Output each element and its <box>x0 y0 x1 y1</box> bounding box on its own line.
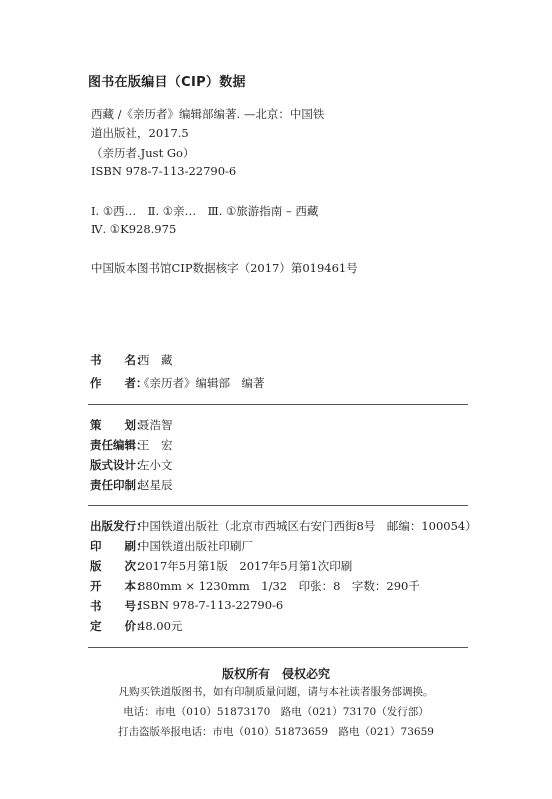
cip-line: 西藏 /《亲历者》编辑部编著. —北京：中国铁 <box>91 107 325 121</box>
price-row <box>90 618 182 634</box>
author-label: 作 者： <box>90 376 148 390</box>
author-value: 《亲历者》编辑部 编著 <box>138 376 265 390</box>
book-title-value: 西 藏 <box>138 353 173 367</box>
isbn-value: ISBN 978-7-113-22790-6 <box>138 598 284 612</box>
author-row <box>90 375 265 391</box>
editor-label: 策 划： <box>90 418 148 432</box>
price-label: 定 价： <box>90 619 148 633</box>
phone-numbers: 电话：市电（010）51873170 路电（021）73170（发行部） <box>123 706 429 718</box>
editor-label: 责任编辑： <box>90 438 148 452</box>
editor-row <box>90 457 173 473</box>
edition-value: 2017年5月第1版 2017年5月第1次印刷 <box>138 559 353 573</box>
editor-row <box>90 417 173 433</box>
cip-record-number: 中国版本图书馆CIP数据核字（2017）第019461号 <box>91 261 358 275</box>
isbn-row <box>90 598 283 614</box>
editor-value: 赵星辰 <box>138 478 173 492</box>
cip-line: 道出版社，2017.5 <box>91 126 189 140</box>
cip-line: （亲历者.Just Go） <box>91 146 195 160</box>
format-label: 开 本： <box>90 579 148 593</box>
piracy-report-phone: 打击盗版举报电话：市电（010）51873659 路电（021）73659 <box>118 726 434 738</box>
cip-classification-number: Ⅳ. ①K928.975 <box>91 222 177 236</box>
cip-classification: Ⅰ. ①西… Ⅱ. ①亲… Ⅲ. ①旅游指南 – 西藏 <box>91 204 319 218</box>
book-title-row <box>90 352 173 368</box>
cip-isbn: ISBN 978-7-113-22790-6 <box>91 164 237 178</box>
format-row <box>90 578 420 594</box>
edition-row <box>90 558 352 574</box>
format-value: 880mm × 1230mm 1/32 印张：8 字数：290千 <box>138 579 420 593</box>
isbn-label: 书 号： <box>90 599 148 613</box>
publisher-row <box>90 518 477 534</box>
copyright-notice: 版权所有 侵权必究 <box>221 667 330 681</box>
editor-row <box>90 477 173 493</box>
divider <box>88 404 468 405</box>
editor-label: 责任印制： <box>90 478 148 492</box>
quality-notice: 凡购买铁道版图书，如有印制质量问题，请与本社读者服务部调换。 <box>118 686 434 698</box>
divider <box>88 647 468 648</box>
printer-row <box>90 538 253 554</box>
book-title-label: 书 名： <box>90 353 148 367</box>
publisher-label: 出版发行： <box>90 519 148 533</box>
printer-label: 印 刷： <box>90 539 148 553</box>
editor-value: 左小文 <box>138 458 173 472</box>
editor-row <box>90 437 173 453</box>
publisher-value: 中国铁道出版社（北京市西城区右安门西街8号 邮编：100054） <box>138 519 477 533</box>
editor-value: 王 宏 <box>138 438 173 452</box>
divider <box>88 505 468 506</box>
price-value: 48.00元 <box>138 619 183 633</box>
editor-label: 版式设计： <box>90 458 148 472</box>
cip-heading: 图书在版编目（CIP）数据 <box>88 75 246 90</box>
edition-label: 版 次： <box>90 559 148 573</box>
printer-value: 中国铁道出版社印刷厂 <box>138 539 253 553</box>
editor-value: 聂浩智 <box>138 418 173 432</box>
